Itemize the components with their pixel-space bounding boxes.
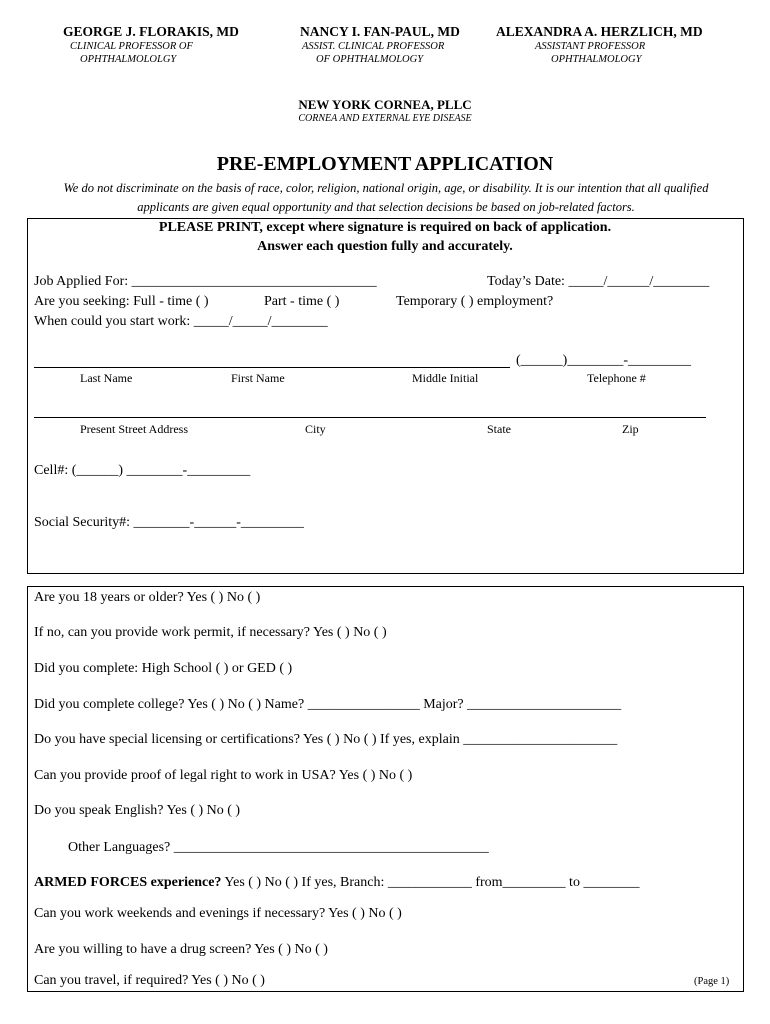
state-label: State [487, 422, 511, 436]
address-line[interactable] [34, 417, 706, 418]
armed-forces-details: Yes ( ) No ( ) If yes, Branch: ____________ from_________ to ________ [221, 875, 640, 890]
question-age[interactable]: Are you 18 years or older? Yes ( ) No ( ) [34, 590, 261, 605]
non-discrimination-notice: We do not discriminate on the basis of race, color, religion, national origin, age, or disability. It is our intention that all qualified applicants are given equal opportunity and that selection decisions be based on job-related factors. [63, 181, 709, 214]
doctor-1-title-line2: OPHTHALMOLOLGY [80, 54, 177, 65]
doctor-2-title-line2: OF OPHTHALMOLOGY [316, 54, 424, 65]
doctor-1-name: GEORGE J. FLORAKIS, MD [63, 24, 239, 39]
practice-subtitle: CORNEA AND EXTERNAL EYE DISEASE [298, 113, 472, 124]
doctor-3-title-line2: OPHTHALMOLOGY [551, 54, 642, 65]
question-legal-right[interactable]: Can you provide proof of legal right to work in USA? Yes ( ) No ( ) [34, 768, 413, 783]
doctor-3-title-line1: ASSISTANT PROFESSOR [535, 41, 646, 52]
cell-field[interactable]: Cell#: (______) ________-_________ [34, 463, 251, 478]
name-line[interactable] [34, 367, 510, 368]
question-college[interactable]: Did you complete college? Yes ( ) No ( ) Name? ________________ Major? ______________________ [34, 697, 622, 712]
print-instruction: PLEASE PRINT, except where signature is required on back of application. [158, 220, 612, 235]
city-label: City [305, 422, 326, 436]
questions-section [27, 586, 744, 992]
start-date-field[interactable]: When could you start work: _____/_____/________ [34, 314, 328, 329]
question-other-languages[interactable]: Other Languages? _____________________________________________ [68, 840, 489, 855]
street-address-label: Present Street Address [80, 422, 188, 436]
job-applied-field[interactable]: Job Applied For: ___________________________________ [34, 274, 377, 289]
question-drug-screen[interactable]: Are you willing to have a drug screen? Yes ( ) No ( ) [34, 942, 328, 957]
doctor-1-title-line1: CLINICAL PROFESSOR OF [70, 41, 193, 52]
first-name-label: First Name [231, 371, 285, 385]
question-high-school[interactable]: Did you complete: High School ( ) or GED ( ) [34, 661, 293, 676]
todays-date-field[interactable]: Today’s Date: _____/______/________ [487, 274, 710, 289]
part-time-option[interactable]: Part - time ( ) [264, 294, 340, 309]
doctor-2-title-line1: ASSIST. CLINICAL PROFESSOR [302, 41, 445, 52]
question-licensing[interactable]: Do you have special licensing or certifications? Yes ( ) No ( ) If yes, explain ______________________ [34, 732, 618, 747]
page-title: PRE-EMPLOYMENT APPLICATION [216, 153, 554, 175]
practice-name: NEW YORK CORNEA, PLLC [298, 97, 472, 112]
question-work-permit[interactable]: If no, can you provide work permit, if necessary? Yes ( ) No ( ) [34, 625, 387, 640]
doctor-3-name: ALEXANDRA A. HERZLICH, MD [496, 24, 703, 39]
temporary-option[interactable]: Temporary ( ) employment? [396, 294, 554, 309]
middle-initial-label: Middle Initial [412, 371, 479, 385]
doctor-2-name: NANCY I. FAN-PAUL, MD [300, 24, 460, 39]
armed-forces-label: ARMED FORCES experience? [34, 875, 222, 890]
zip-label: Zip [622, 422, 639, 436]
last-name-label: Last Name [80, 371, 133, 385]
full-time-option[interactable]: Are you seeking: Full - time ( ) [34, 294, 209, 309]
telephone-field[interactable]: (______)________-_________ [516, 353, 691, 368]
question-armed-forces[interactable] [34, 875, 639, 891]
question-travel[interactable]: Can you travel, if required? Yes ( ) No ( ) [34, 973, 265, 988]
ssn-field[interactable]: Social Security#: ________-______-_________ [34, 515, 304, 530]
answer-instruction: Answer each question fully and accurately. [257, 239, 513, 254]
telephone-label: Telephone # [587, 371, 646, 385]
page-number: (Page 1) [694, 976, 730, 987]
question-weekends[interactable]: Can you work weekends and evenings if necessary? Yes ( ) No ( ) [34, 906, 402, 921]
question-english[interactable]: Do you speak English? Yes ( ) No ( ) [34, 803, 241, 818]
